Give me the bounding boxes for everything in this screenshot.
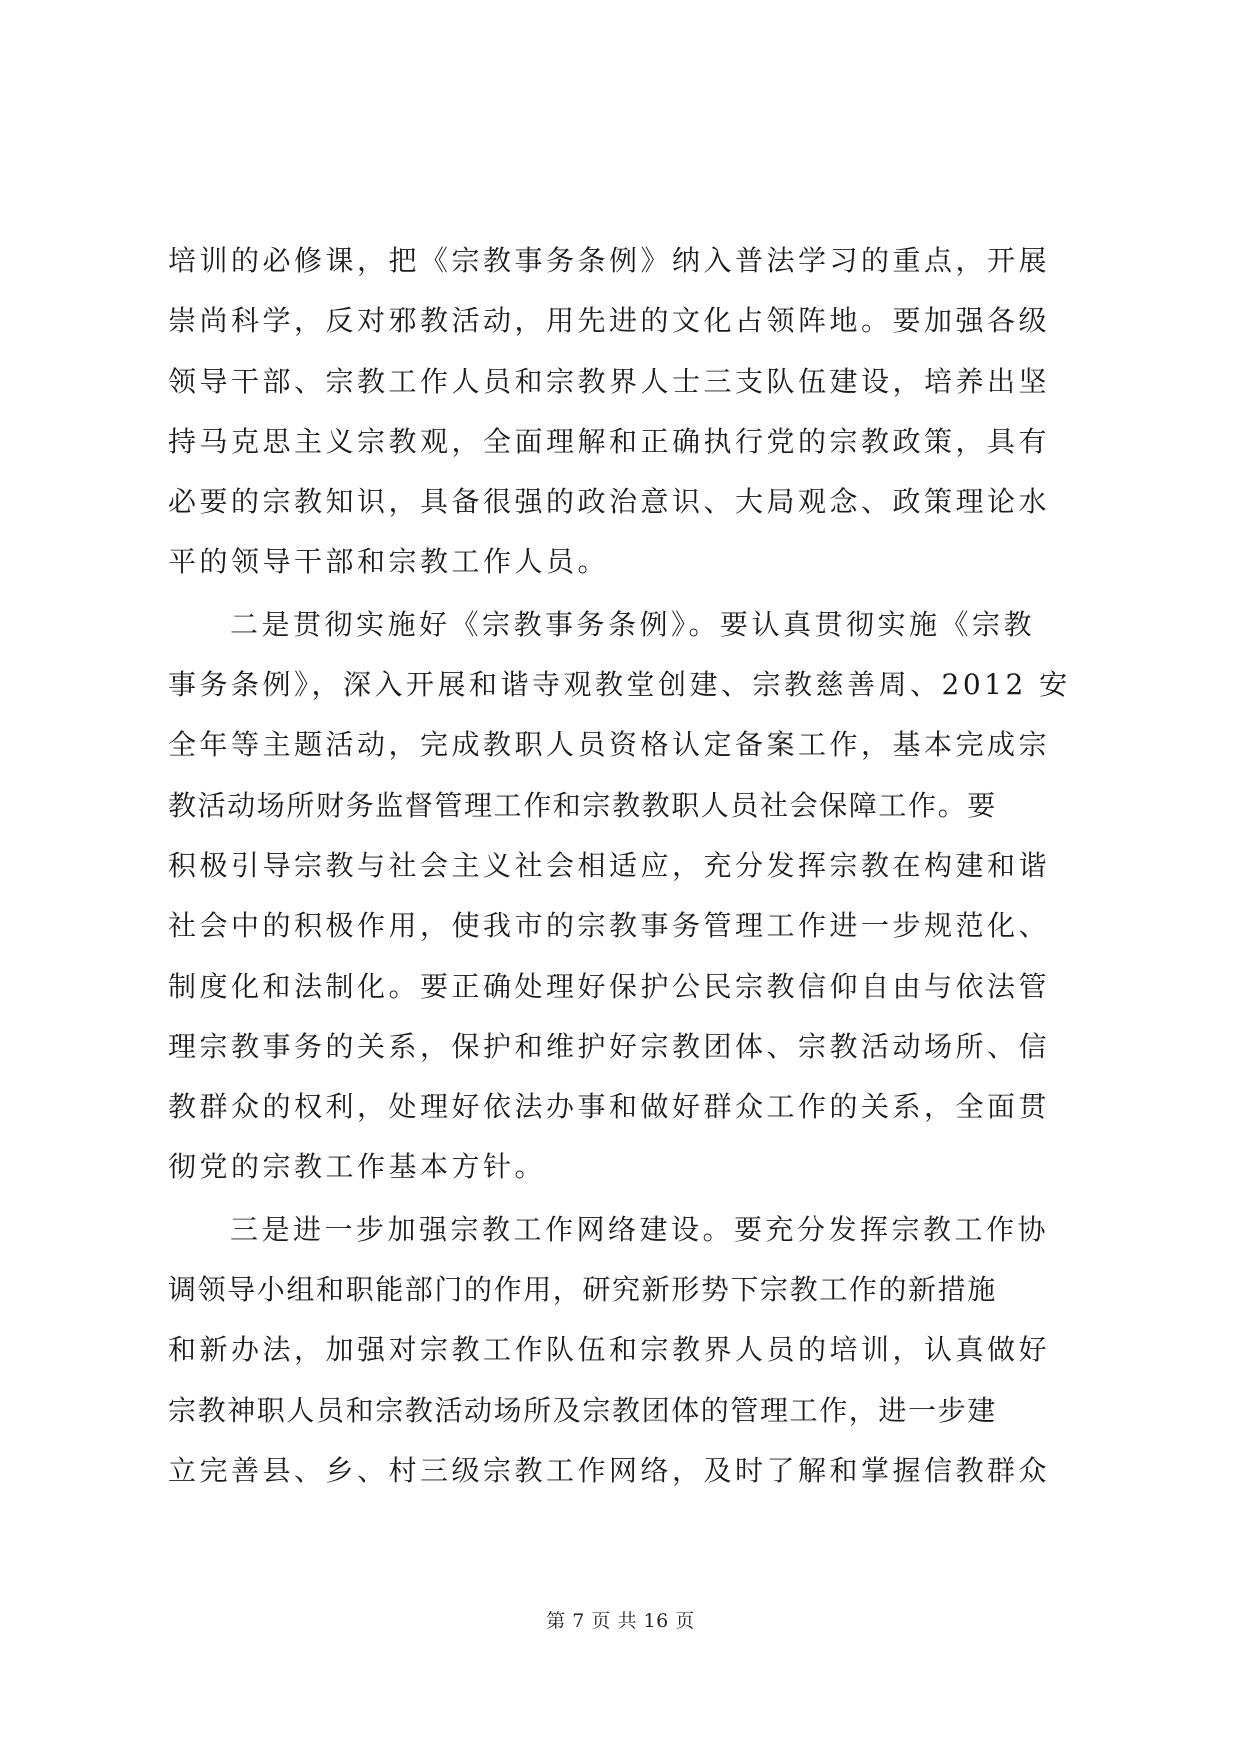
text-line: 和新办法，加强对宗教工作队伍和宗教界人员的培训，认真做好 [168,1333,1051,1367]
text-line: 培训的必修课，把《宗教事务条例》纳入普法学习的重点，开展 [168,244,1051,277]
text-line: 调领导小组和职能部门的作用，研究新形势下宗教工作的新措施 [168,1273,997,1307]
document-body [168,231,1088,1501]
text-line: 必要的宗教知识，具备很强的政治意识、大局观念、政策理论水 [168,485,1051,519]
text-line: 持马克思主义宗教观，全面理解和正确执行党的宗教政策，具有 [168,424,1051,458]
page-footer: 第 7 页 共 16 页 [546,1610,695,1632]
text-line: 教群众的权利，处理好依法办事和做好群众工作的关系，全面贯 [168,1090,1051,1124]
text-line: 教活动场所财务监督管理工作和宗教教职人员社会保障工作。要 [168,788,997,822]
text-line: 宗教神职人员和宗教活动场所及宗教团体的管理工作，进一步建 [168,1393,997,1427]
text-line: 崇尚科学，反对邪教活动，用先进的文化占领阵地。要加强各级 [168,304,1051,338]
text-line: 立完善县、乡、村三级宗教工作网络，及时了解和掌握信教群众 [168,1453,1051,1487]
paragraph-first-line: 三是进一步加强宗教工作网络建设。要充分发挥宗教工作协 [230,1212,1050,1246]
text-line: 领导干部、宗教工作人员和宗教界人士三支队伍建设，培养出坚 [168,364,1051,398]
text-line: 制度化和法制化。要正确处理好保护公民宗教信仰自由与依法管 [168,969,1051,1003]
text-line: 事务条例》，深入开展和谐寺观教堂创建、宗教慈善周、2012 安 [168,668,1071,702]
text-line: 理宗教事务的关系，保护和维护好宗教团体、宗教活动场所、信 [168,1029,1051,1063]
text-line: 全年等主题活动，完成教职人员资格认定备案工作，基本完成宗 [168,728,1051,762]
paragraph-first-line: 二是贯彻实施好《宗教事务条例》。要认真贯彻实施《宗教 [230,607,1036,641]
text-line: 彻党的宗教工作基本方针。 [168,1150,547,1184]
text-line: 社会中的积极作用，使我市的宗教事务管理工作进一步规范化、 [168,909,1051,943]
text-line: 积极引导宗教与社会主义社会相适应，充分发挥宗教在构建和谐 [168,848,1051,882]
text-line: 平的领导干部和宗教工作人员。 [168,545,610,579]
